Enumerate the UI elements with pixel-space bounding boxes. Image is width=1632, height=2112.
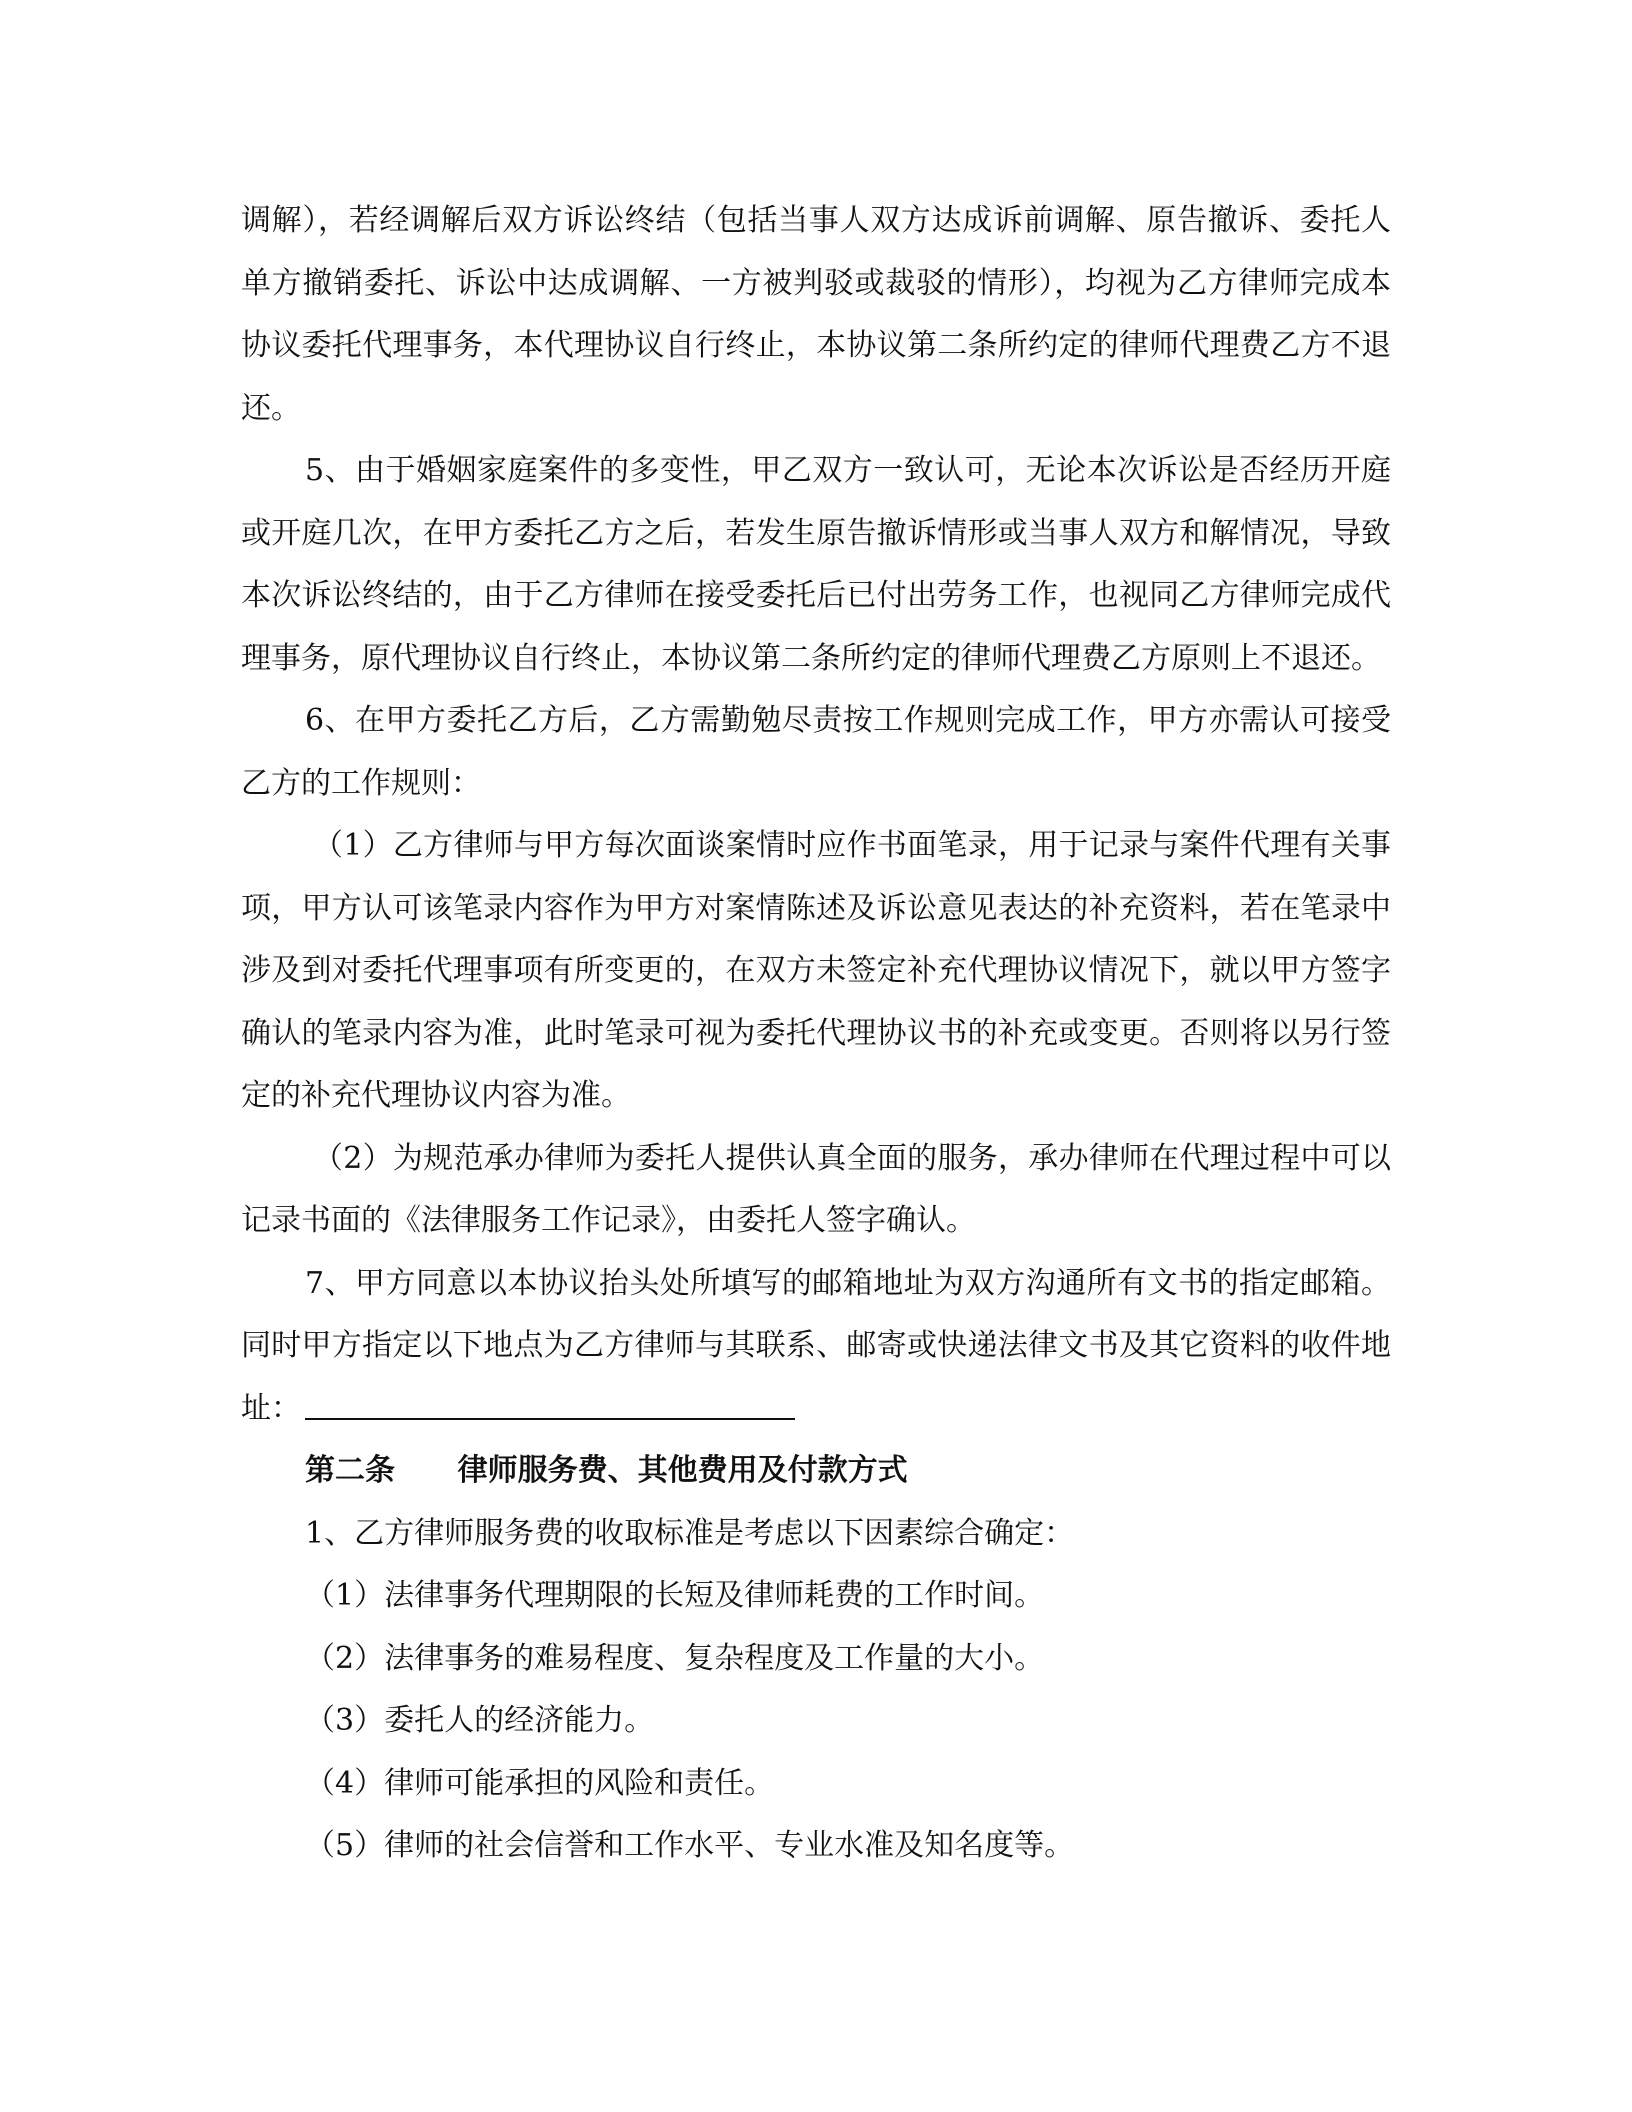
paragraph-6-2: （2）为规范承办律师为委托人提供认真全面的服务，承办律师在代理过程中可以记录书面的《法律服务工作记录》，由委托人签字确认。: [241, 1140, 1391, 1238]
article-2-title: 律师服务费、其他费用及付款方式: [457, 1453, 908, 1488]
list-item: （2）法律事务的难易程度、复杂程度及工作量的大小。: [305, 1640, 1045, 1676]
paragraph-continuation: 调解），若经调解后双方诉讼终结（包括当事人双方达成诉前调解、原告撤诉、委托人单方撤销委托、诉讼中达成调解、一方被判驳或裁驳的情形），均视为乙方律师完成本协议委托代理事务，本代理协议自行终止，本协议第二条所约定的律师代理费乙方不退还。: [241, 203, 1391, 426]
address-blank-line: [305, 1390, 795, 1420]
article-2-number: 第二条: [305, 1453, 395, 1488]
list-item: （3）委托人的经济能力。: [305, 1703, 655, 1738]
paragraph-5: 5、由于婚姻家庭案件的多变性，甲乙双方一致认可，无论本次诉讼是否经历开庭或开庭几次，在甲方委托乙方之后，若发生原告撤诉情形或当事人双方和解情况，导致本次诉讼终结的，由于乙方律师在接受委托后已付出劳务工作，也视同乙方律师完成代理事务，原代理协议自行终止，本协议第二条所约定的律师代理费乙方原则上不退还。: [241, 453, 1391, 676]
list-item: （5）律师的社会信誉和工作水平、专业水准及知名度等。: [305, 1828, 1075, 1863]
paragraph-6: 6、在甲方委托乙方后，乙方需勤勉尽责按工作规则完成工作，甲方亦需认可接受乙方的工作规则：: [241, 703, 1391, 801]
document-page: [241, 190, 1391, 1878]
article-2-heading: [241, 1440, 1391, 1503]
list-item: （1）法律事务代理期限的长短及律师耗费的工作时间。: [305, 1578, 1045, 1613]
article-2-intro: 1、乙方律师服务费的收取标准是考虑以下因素综合确定：: [305, 1515, 1075, 1551]
paragraph-7: [241, 1253, 1391, 1441]
paragraph-7-text: 7、甲方同意以本协议抬头处所填写的邮箱地址为双方沟通所有文书的指定邮箱。同时甲方指定以下地点为乙方律师与其联系、邮寄或快递法律文书及其它资料的收件地址：: [241, 1265, 1391, 1426]
paragraph-6-1: （1）乙方律师与甲方每次面谈案情时应作书面笔录，用于记录与案件代理有关事项，甲方认可该笔录内容作为甲方对案情陈述及诉讼意见表达的补充资料，若在笔录中涉及到对委托代理事项有所变更的，在双方未签定补充代理协议情况下，就以甲方签字确认的笔录内容为准，此时笔录可视为委托代理协议书的补充或变更。否则将以另行签定的补充代理协议内容为准。: [241, 828, 1391, 1113]
list-item: （4）律师可能承担的风险和责任。: [305, 1765, 775, 1801]
